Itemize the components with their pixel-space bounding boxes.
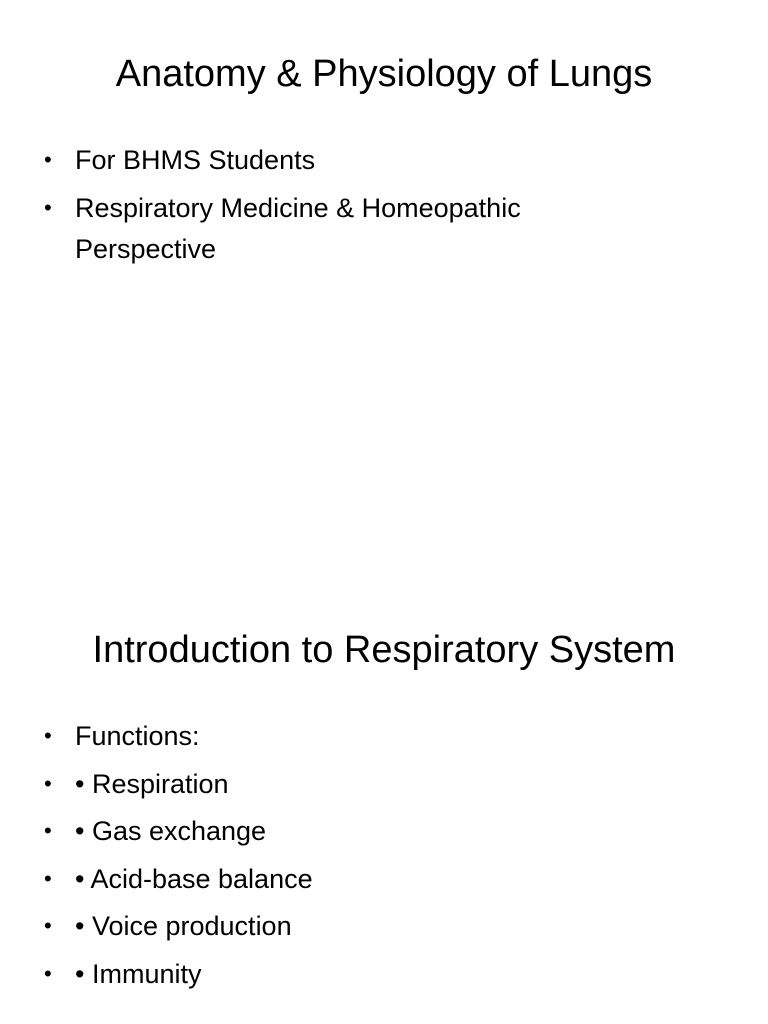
bullet-item (0, 811, 700, 851)
bullet-dot-icon: • (44, 195, 52, 220)
bullet-text: • Respiration (75, 768, 229, 799)
bullet-item (0, 188, 615, 270)
bullet-dot-icon: • (44, 913, 52, 938)
bullet-text: For BHMS Students (75, 145, 316, 175)
bullet-dot-icon: • (44, 960, 52, 986)
bullet-item (0, 140, 700, 180)
slide-title: Anatomy & Physiology of Lungs (115, 53, 653, 95)
bullet-dot-icon: • (44, 818, 52, 843)
bullet-item (0, 859, 700, 899)
bullet-text: Respiratory Medicine & Homeopathic Perspective (75, 193, 521, 264)
bullet-list (0, 140, 700, 278)
bullet-dot-icon: • (44, 147, 52, 172)
bullet-item (0, 716, 700, 756)
bullet-dot-icon: • (44, 865, 52, 891)
slide-2 (0, 576, 768, 1024)
bullet-dot-icon: • (44, 770, 52, 796)
bullet-item (0, 764, 700, 804)
bullet-item (0, 954, 700, 994)
bullet-dot-icon: • (44, 723, 52, 748)
bullet-text: • Immunity (75, 958, 202, 989)
bullet-text: • Gas exchange (75, 816, 267, 846)
bullet-text: • Acid-base balance (75, 863, 313, 894)
bullet-text: Functions: (75, 721, 200, 751)
bullet-text: • Voice production (75, 911, 292, 941)
bullet-list (0, 716, 700, 1001)
slide-title: Introduction to Respiratory System (92, 629, 676, 671)
bullet-item (0, 906, 700, 946)
